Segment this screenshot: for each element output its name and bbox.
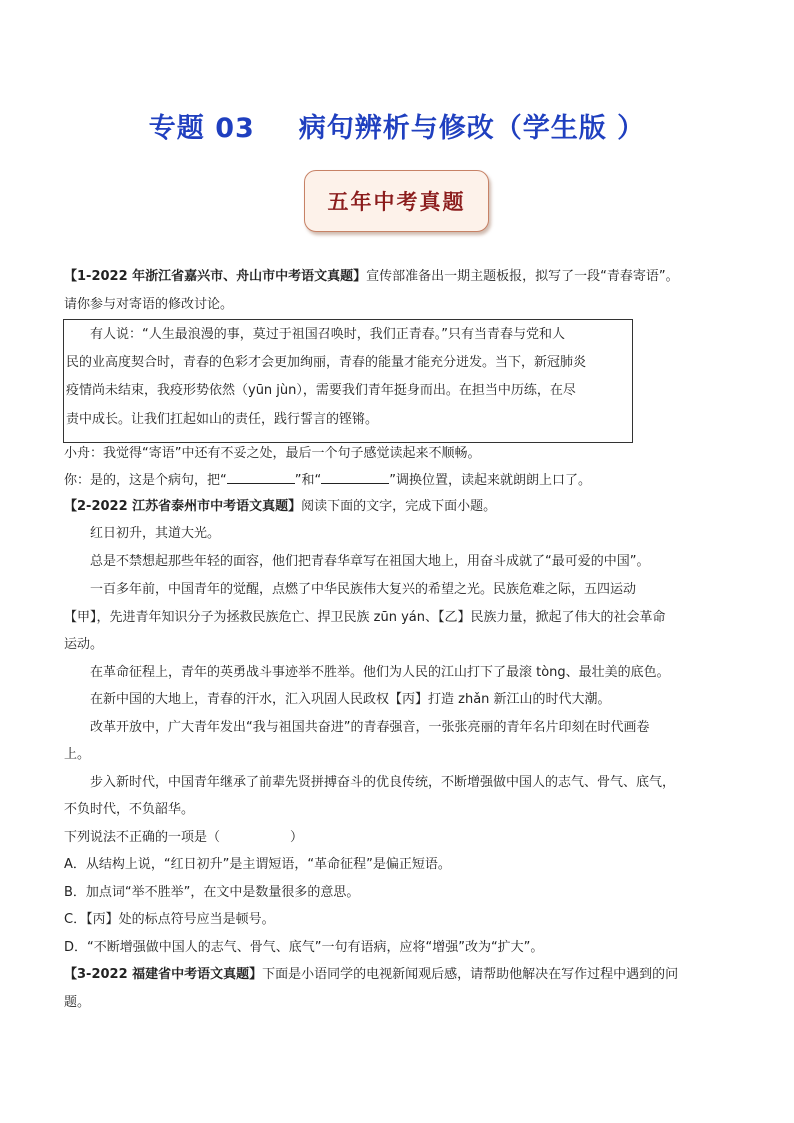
q1-quote-line-2: 民的业高度契合时，青春的色彩才会更加绚丽，青春的能量才能充分迸发。当下，新冠肺炎 [66, 355, 587, 370]
q2-line1 [64, 498, 496, 516]
q2-paragraph: 不负时代，不负韶华。 [64, 802, 195, 817]
title-part2: 病句辨析与修改（学生版 ） [298, 113, 646, 144]
q1-dialog-2-a: 你：是的，这是个病句，把“ [64, 473, 227, 488]
q3-intro2: 题。 [64, 995, 91, 1010]
q2-option-d: D．“不断增强做中国人的志气、骨气、底气”一句有语病，应将“增强”改为“扩大”。 [64, 940, 544, 955]
q2-paragraph: 改革开放中，广大青年发出“我与祖国共奋进”的青春强音，一张张亮丽的青年名片印刻在时代画卷 [90, 720, 650, 735]
section-label-box [304, 170, 489, 232]
q1-quote-line-1: 有人说：“人生最浪漫的事，莫过于祖国召唤时，我们正青春。”只有当青春与党和人 [90, 327, 565, 342]
q2-question [64, 829, 303, 847]
q2-question-text: 下列说法不正确的一项是（ [64, 830, 221, 845]
q2-option-a: A．从结构上说，“红日初升”是主谓短语，“革命征程”是偏正短语。 [64, 857, 451, 872]
q1-quote-line-3: 疫情尚未结束，我疫形势依然（yūn jùn），需要我们青年挺身而出。在担当中历练，在尽 [66, 383, 576, 398]
q3-line1 [64, 966, 678, 984]
q2-paragraph: 步入新时代，中国青年继承了前辈先贤拼搏奋斗的优良传统，不断增强做中国人的志气、骨气、底气， [90, 775, 676, 790]
q2-paragraph: 一百多年前，中国青年的觉醒，点燃了中华民族伟大复兴的希望之光。民族危难之际，五四运动 [90, 582, 637, 597]
q1-dialog-2 [64, 471, 591, 490]
q2-option-c: C．【丙】处的标点符号应当是顿号。 [64, 912, 275, 927]
q2-paragraph: 【甲】，先进青年知识分子为拯救民族危亡、捍卫民族 zūn yán、【乙】民族力量，掀起了伟大的社会革命 [64, 610, 666, 625]
title-part1: 专题 03 [148, 113, 255, 144]
q1-line1 [64, 268, 679, 286]
q3-intro: 下面是小语同学的电视新闻观后感，请帮助他解决在写作过程中遇到的问 [262, 967, 679, 982]
q1-intro2: 请你参与对寄语的修改讨论。 [64, 297, 234, 312]
q1-quote-line-4: 责中成长。让我们扛起如山的责任，践行誓言的铿锵。 [66, 412, 379, 427]
q2-paragraph: 红日初升，其道大光。 [90, 526, 221, 541]
q1-dialog-1: 小舟：我觉得“寄语”中还有不妥之处，最后一个句子感觉读起来不顺畅。 [64, 446, 481, 461]
q2-paragraph: 上。 [64, 747, 91, 762]
page-title [0, 106, 794, 145]
q1-dialog-2-c: ”调换位置，读起来就朗朗上口了。 [389, 473, 591, 488]
q2-paragraph: 在新中国的大地上，青春的汗水，汇入巩固人民政权【丙】打造 zhǎn 新江山的时代大潮。 [90, 692, 611, 707]
q2-option-b: B．加点词“举不胜举”，在文中是数量很多的意思。 [64, 885, 360, 900]
q2-paragraph: 总是不禁想起那些年轻的面容，他们把青春华章写在祖国大地上，用奋斗成就了“最可爱的中国”。 [90, 554, 650, 569]
q2-paragraph: 在革命征程上，青年的英勇战斗事迹举不胜举。他们为人民的江山打下了最滚 tòng、最壮美的底色。 [90, 665, 670, 680]
q2-source: 【2-2022 江苏省泰州市中考语文真题】 [64, 499, 302, 514]
answer-blank-2[interactable] [321, 471, 389, 484]
q1-intro: 宣传部准备出一期主题板报，拟写了一段“青春寄语”。 [366, 269, 679, 284]
section-label: 五年中考真题 [327, 189, 466, 214]
answer-blank-1[interactable] [227, 471, 295, 484]
q2-paragraph: 运动。 [64, 637, 104, 652]
q2-question-end: ） [290, 830, 304, 845]
q2-intro: 阅读下面的文字，完成下面小题。 [301, 499, 497, 514]
q3-source: 【3-2022 福建省中考语文真题】 [64, 967, 263, 982]
q1-source: 【1-2022 年浙江省嘉兴市、舟山市中考语文真题】 [64, 269, 367, 284]
q1-dialog-2-b: ”和“ [294, 473, 322, 488]
